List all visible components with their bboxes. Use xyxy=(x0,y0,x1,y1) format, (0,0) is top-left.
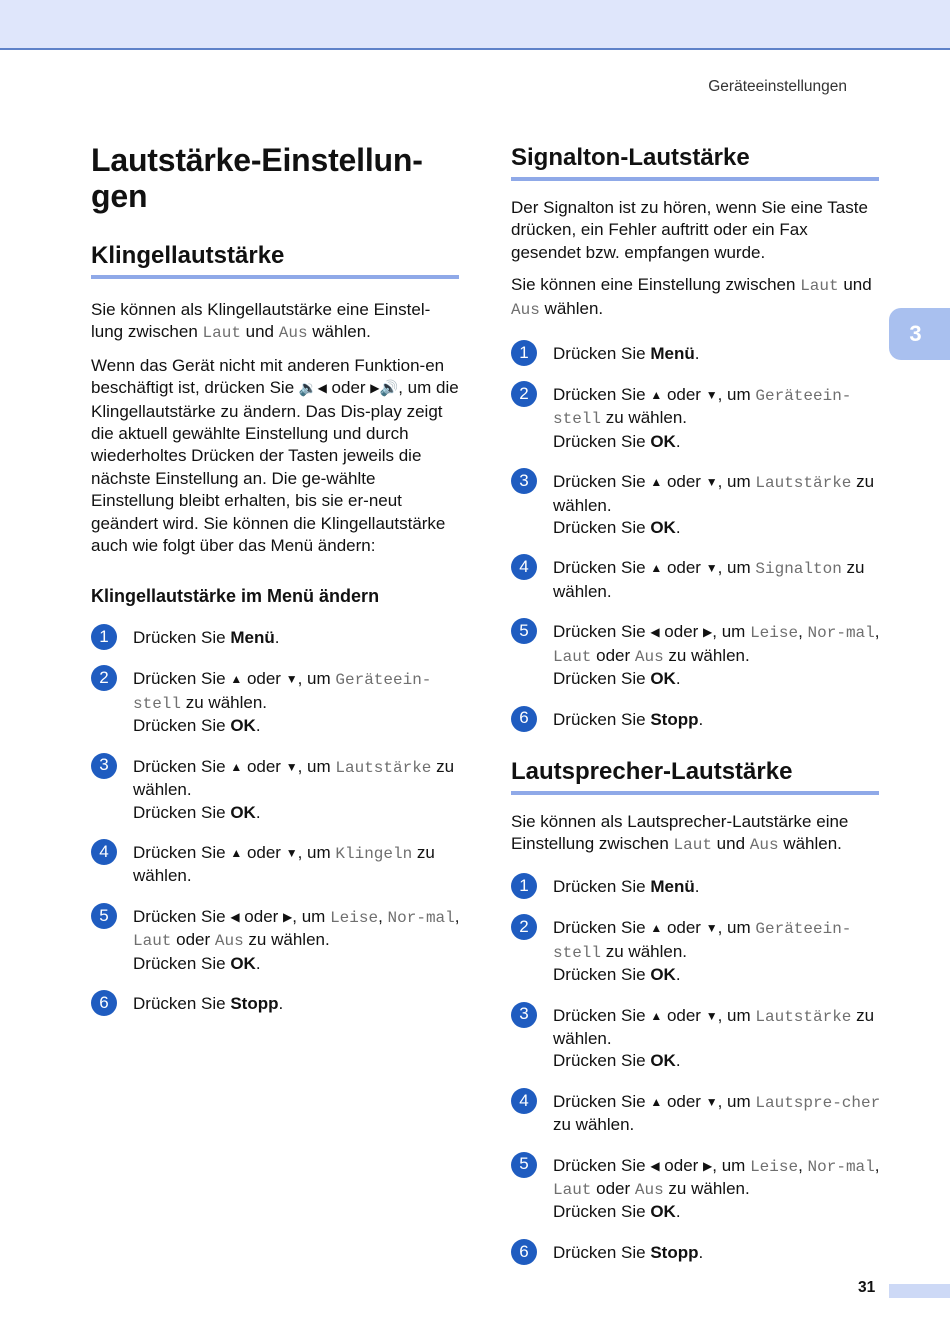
step-number-badge: 2 xyxy=(511,914,537,940)
down-arrow-icon: ▼ xyxy=(705,1008,718,1023)
step-number-badge: 6 xyxy=(511,1239,537,1265)
list-item: 4 Drücken Sie ▲ oder ▼, um Lautspre-cher zu wählen. xyxy=(511,1091,881,1137)
up-arrow-icon: ▲ xyxy=(230,759,243,774)
step-number-badge: 3 xyxy=(91,753,117,779)
up-arrow-icon: ▲ xyxy=(650,561,663,576)
left-arrow-icon: ◀ xyxy=(317,381,327,396)
down-arrow-icon: ▼ xyxy=(705,388,718,403)
list-item: 2 Drücken Sie ▲ oder ▼, um Geräteein-stell zu wählen. Drücken Sie OK. xyxy=(511,917,881,986)
section-title-lautsprecher: Lautsprecher-Lautstärke xyxy=(511,758,879,795)
list-item: 6 Drücken Sie Stopp. xyxy=(511,709,881,732)
step-number-badge: 5 xyxy=(91,903,117,929)
list-item: 5 Drücken Sie ◀ oder ▶, um Leise, Nor-mal, Laut oder Aus zu wählen. Drücken Sie OK. xyxy=(511,1155,881,1224)
list-item: 2 Drücken Sie ▲ oder ▼, um Geräteein-stell zu wählen. Drücken Sie OK. xyxy=(91,668,461,737)
step-number-badge: 5 xyxy=(511,618,537,644)
up-arrow-icon: ▲ xyxy=(650,921,663,936)
list-item: 3 Drücken Sie ▲ oder ▼, um Lautstärke zu wählen. Drücken Sie OK. xyxy=(511,1005,881,1073)
right-arrow-icon: ▶ xyxy=(703,1158,713,1173)
chapter-title: Lautstärke-Einstellun-gen xyxy=(91,142,423,214)
step-number-badge: 4 xyxy=(511,554,537,580)
step-number-badge: 3 xyxy=(511,1002,537,1028)
volume-down-icon: 🔉 xyxy=(298,380,318,398)
down-arrow-icon: ▼ xyxy=(705,1094,718,1109)
paragraph-ring-keys: Wenn das Gerät nicht mit anderen Funktion-en beschäftigt ist, drücken Sie 🔉◀ oder ▶🔊, um die Klingellautstärke zu ändern. Das Dis-play zeigt die aktuell gewählte Einstellung und durch wiederholtes Drücken der Tasten jeweils die nächste Einstellung an. Die ge-wählte Einstellung bleibt erhalten, bis sie er-neut geändert wird. Sie können die Klingellautstärke auch wie folgt über das Menü ändern: xyxy=(91,355,459,556)
up-arrow-icon: ▲ xyxy=(650,388,663,403)
list-item: 6 Drücken Sie Stopp. xyxy=(91,993,461,1016)
down-arrow-icon: ▼ xyxy=(285,845,298,860)
right-arrow-icon: ▶ xyxy=(370,381,380,396)
step-number-badge: 2 xyxy=(511,381,537,407)
right-column xyxy=(511,142,881,1265)
left-column xyxy=(91,142,461,1016)
list-item: 3 Drücken Sie ▲ oder ▼, um Lautstärke zu wählen. Drücken Sie OK. xyxy=(91,756,461,824)
list-item: 4 Drücken Sie ▲ oder ▼, um Signalton zu wählen. xyxy=(511,557,881,603)
step-number-badge: 6 xyxy=(511,706,537,732)
step-number-badge: 4 xyxy=(511,1088,537,1114)
up-arrow-icon: ▲ xyxy=(650,1094,663,1109)
left-arrow-icon: ◀ xyxy=(650,1158,660,1173)
down-arrow-icon: ▼ xyxy=(705,475,718,490)
up-arrow-icon: ▲ xyxy=(650,1008,663,1023)
down-arrow-icon: ▼ xyxy=(705,561,718,576)
step-number-badge: 4 xyxy=(91,839,117,865)
step-list-ring xyxy=(91,627,461,1015)
left-arrow-icon: ◀ xyxy=(230,909,240,924)
step-number-badge: 1 xyxy=(91,624,117,650)
list-item: 3 Drücken Sie ▲ oder ▼, um Lautstärke zu wählen. Drücken Sie OK. xyxy=(511,471,881,539)
left-arrow-icon: ◀ xyxy=(650,625,660,640)
down-arrow-icon: ▼ xyxy=(705,921,718,936)
volume-up-icon: 🔊 xyxy=(379,380,399,398)
step-number-badge: 6 xyxy=(91,990,117,1016)
paragraph-signal-intro: Der Signalton ist zu hören, wenn Sie eine Taste drücken, ein Fehler auftritt oder ein Fax gesendet bzw. empfangen wurde. xyxy=(511,198,868,262)
subheading-menu: Klingellautstärke im Menü ändern xyxy=(91,586,380,607)
running-head: Geräteeinstellungen xyxy=(708,78,847,95)
header-band xyxy=(0,0,950,50)
up-arrow-icon: ▲ xyxy=(230,845,243,860)
step-number-badge: 3 xyxy=(511,468,537,494)
up-arrow-icon: ▲ xyxy=(230,672,243,687)
list-item: 2 Drücken Sie ▲ oder ▼, um Geräteein-stell zu wählen. Drücken Sie OK. xyxy=(511,384,881,453)
list-item: 1 Drücken Sie Menü. xyxy=(91,627,461,650)
step-number-badge: 1 xyxy=(511,873,537,899)
down-arrow-icon: ▼ xyxy=(285,759,298,774)
step-list-signal xyxy=(511,343,881,731)
section-title-signalton: Signalton-Lautstärke xyxy=(511,144,879,181)
chapter-tab: 3 xyxy=(889,308,950,360)
list-item: 4 Drücken Sie ▲ oder ▼, um Klingeln zu wählen. xyxy=(91,842,461,888)
down-arrow-icon: ▼ xyxy=(285,672,298,687)
list-item: 6 Drücken Sie Stopp. xyxy=(511,1242,881,1265)
step-list-speaker xyxy=(511,876,881,1264)
step-number-badge: 1 xyxy=(511,340,537,366)
paragraph-ring-intro: Sie können als Klingellautstärke eine Einstel-lung zwischen Laut und Aus wählen. xyxy=(91,300,431,343)
list-item: 5 Drücken Sie ◀ oder ▶, um Leise, Nor-mal, Laut oder Aus zu wählen. Drücken Sie OK. xyxy=(511,621,881,690)
right-arrow-icon: ▶ xyxy=(703,625,713,640)
up-arrow-icon: ▲ xyxy=(650,475,663,490)
section-title-klingellautstaerke: Klingellautstärke xyxy=(91,242,459,279)
step-number-badge: 5 xyxy=(511,1152,537,1178)
list-item: 1 Drücken Sie Menü. xyxy=(511,876,881,899)
paragraph-speaker-intro: Sie können als Lautsprecher-Lautstärke eine Einstellung zwischen Laut und Aus wählen. xyxy=(511,811,849,854)
list-item: 1 Drücken Sie Menü. xyxy=(511,343,881,366)
page-number: 31 xyxy=(858,1279,876,1296)
paragraph-signal-options: Sie können eine Einstellung zwischen Laut und Aus wählen. xyxy=(511,275,872,319)
right-arrow-icon: ▶ xyxy=(283,909,293,924)
footer-bar xyxy=(889,1284,950,1298)
list-item: 5 Drücken Sie ◀ oder ▶, um Leise, Nor-mal, Laut oder Aus zu wählen. Drücken Sie OK. xyxy=(91,906,461,975)
step-number-badge: 2 xyxy=(91,665,117,691)
